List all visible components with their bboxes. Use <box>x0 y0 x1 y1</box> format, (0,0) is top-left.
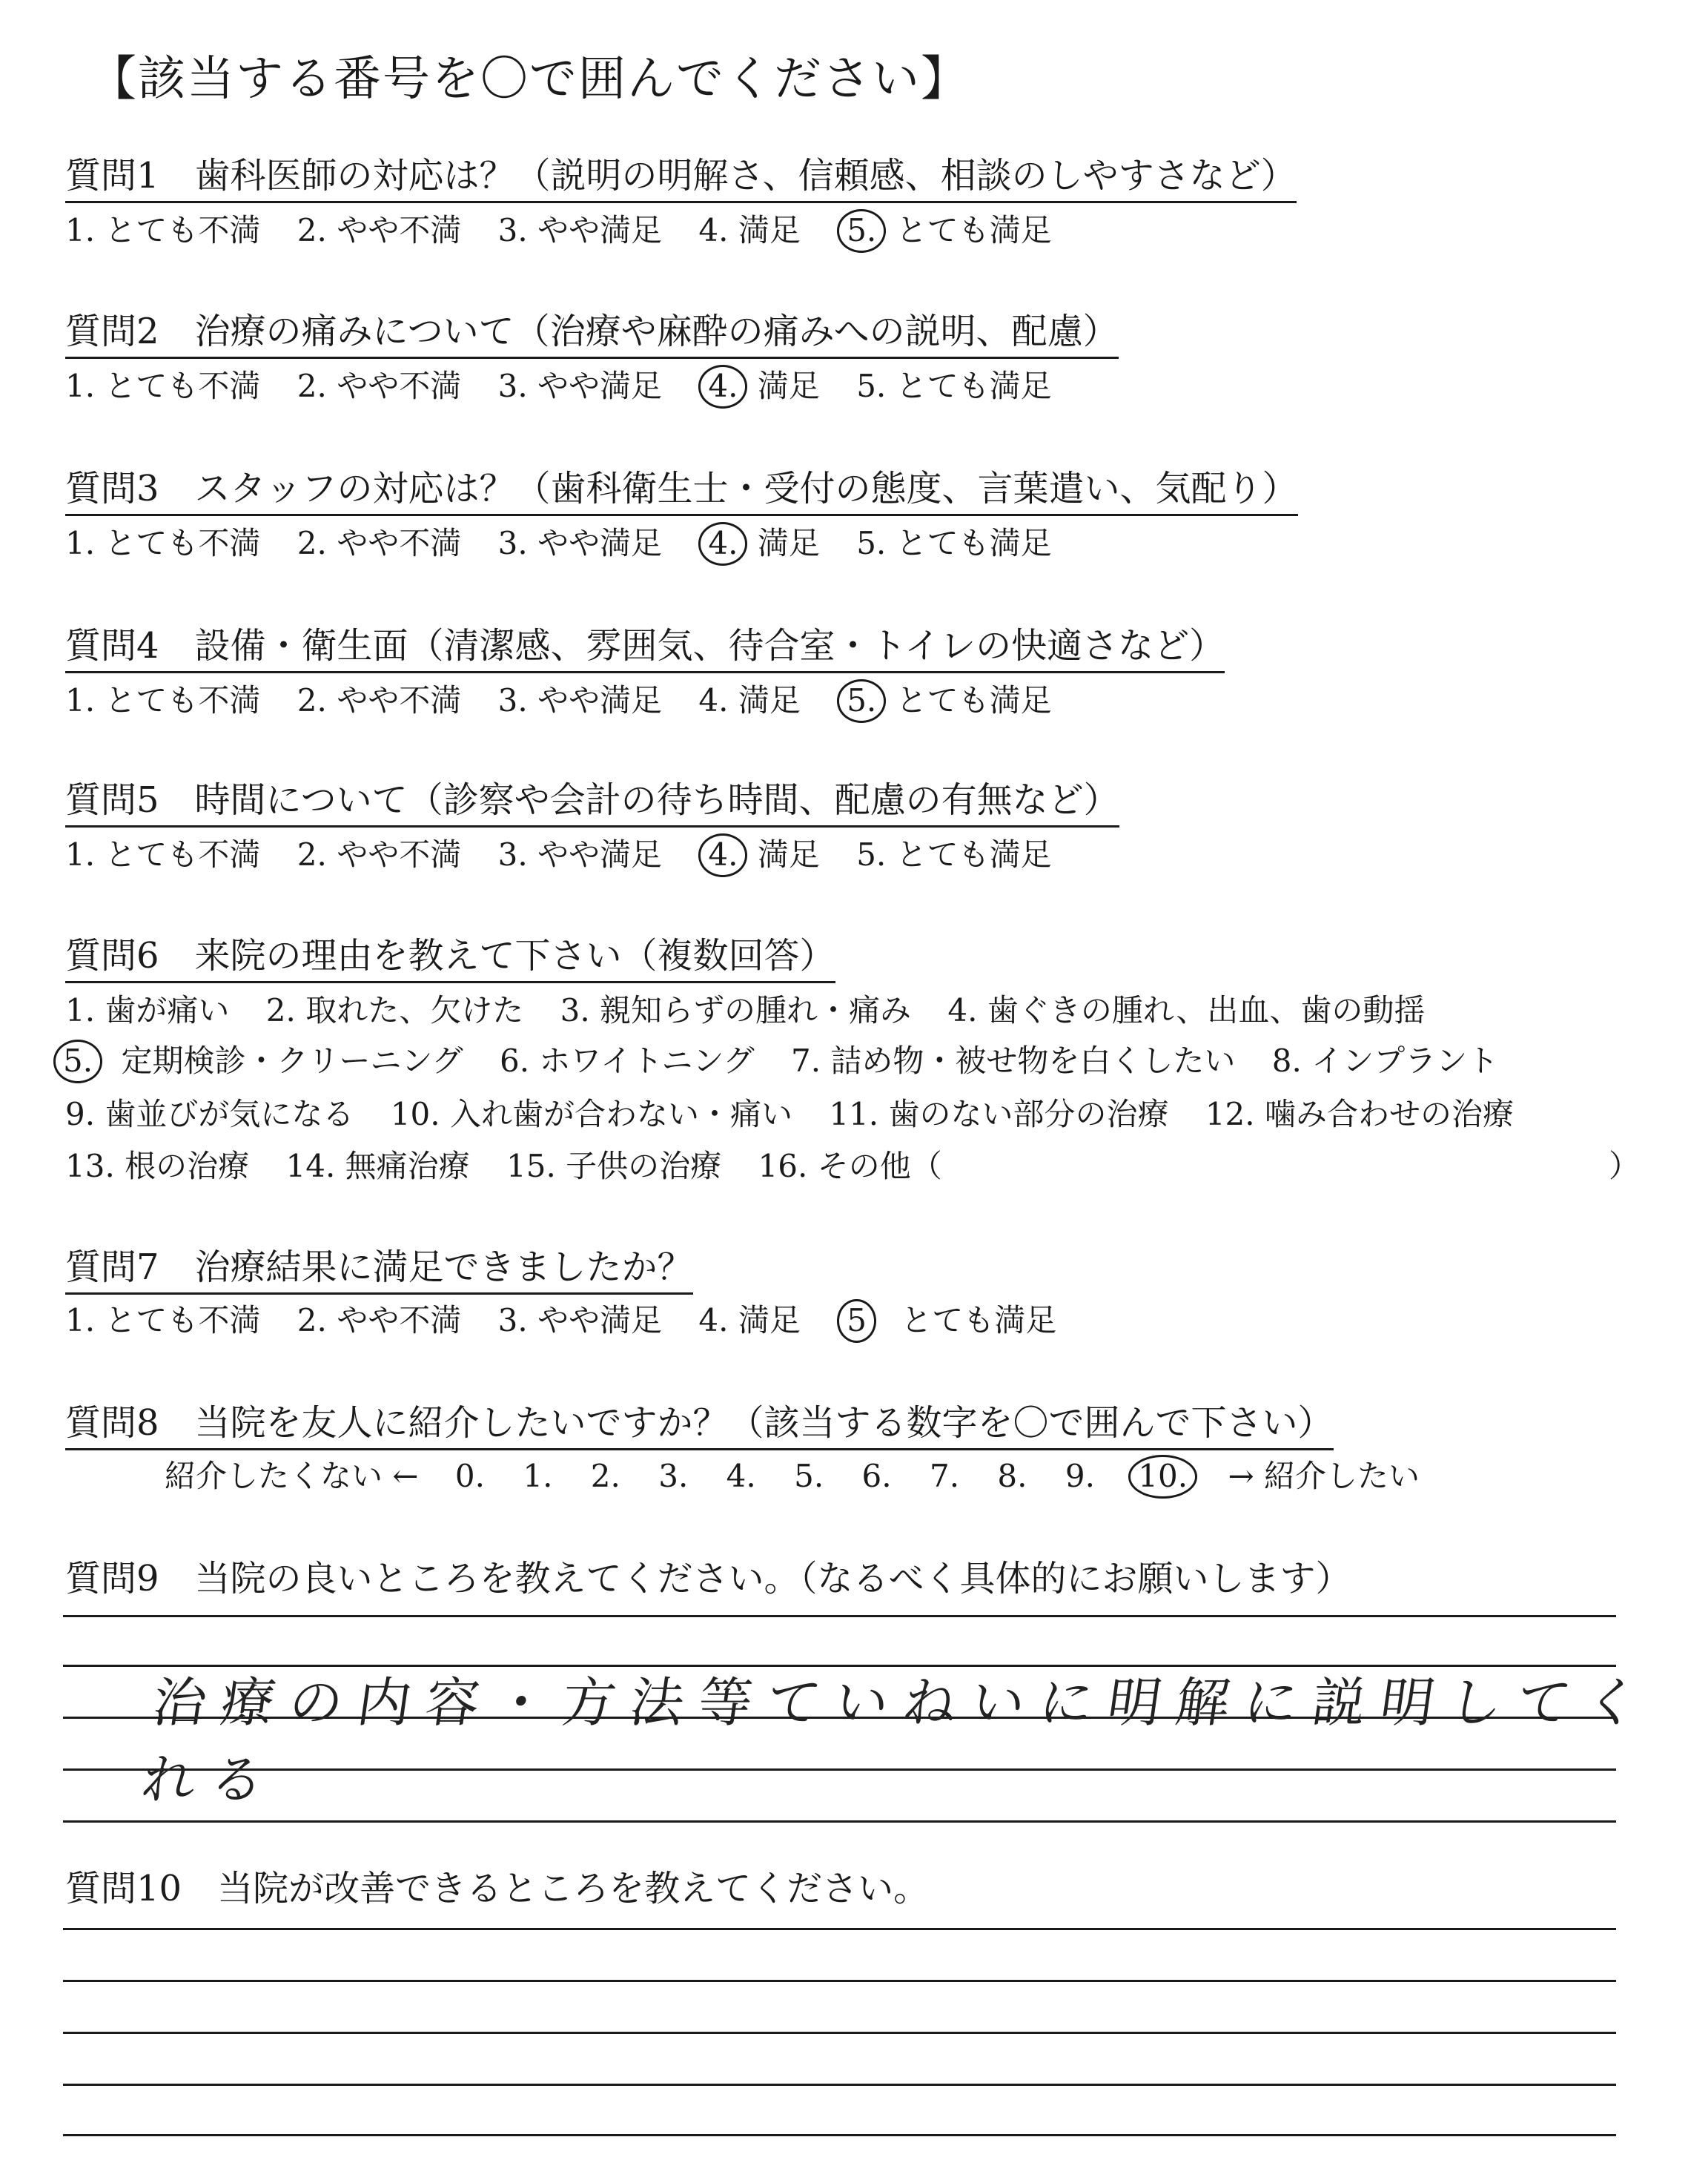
q8-circled-answer[interactable]: 10. <box>1128 1455 1197 1499</box>
q6-option-9[interactable]: 9. 歯並びが気になる <box>65 1096 354 1132</box>
question-4-options <box>65 676 1052 723</box>
q6-option-3[interactable]: 3. 親知らずの腫れ・痛み <box>560 992 912 1028</box>
q3-option-2[interactable]: 2. やや不満 <box>297 525 462 561</box>
q6-option-2[interactable]: 2. 取れた、欠けた <box>265 992 524 1028</box>
question-9-title: 質問9 当院の良いところを教えてください。（なるべく具体的にお願いします） <box>65 1558 1351 1599</box>
q1-option-5-label: とても満足 <box>896 212 1052 248</box>
q8-left-label: 紹介したくない ← <box>165 1458 419 1494</box>
q8-num-4[interactable]: 4. <box>726 1458 756 1494</box>
q6-option-10[interactable]: 10. 入れ歯が合わない・痛い <box>390 1096 792 1132</box>
q6-option-4[interactable]: 4. 歯ぐきの腫れ、出血、歯の動揺 <box>947 992 1426 1028</box>
q6-option-1[interactable]: 1. 歯が痛い <box>65 992 230 1028</box>
question-1-options <box>65 206 1052 253</box>
question-6-row-3 <box>65 1090 1514 1135</box>
q4-option-1[interactable]: 1. とても不満 <box>65 682 261 719</box>
question-3-title: 質問3 スタッフの対応は？（歯科衛生士・受付の態度、言葉遣い、気配り） <box>65 460 1298 516</box>
q5-circled-answer[interactable]: 4. <box>698 833 747 877</box>
q7-option-2[interactable]: 2. やや不満 <box>297 1302 462 1338</box>
question-6-row-1 <box>65 986 1425 1031</box>
q6-option-12[interactable]: 12. 噛み合わせの治療 <box>1205 1096 1514 1132</box>
q8-num-9[interactable]: 9. <box>1065 1458 1095 1494</box>
q3-option-5[interactable]: 5. とても満足 <box>856 525 1052 561</box>
q10-answer-line-4 <box>63 2084 1616 2086</box>
q10-answer-line-3 <box>63 2032 1616 2034</box>
q6-option-16[interactable]: 16. その他（ <box>758 1148 942 1184</box>
question-6-title: 質問6 来院の理由を教えて下さい（複数回答） <box>65 927 835 983</box>
question-10-title: 質問10 当院が改善できるところを教えてください。 <box>65 1868 930 1909</box>
q2-option-3[interactable]: 3. やや満足 <box>497 368 663 404</box>
q10-answer-line-2 <box>63 1980 1616 1982</box>
q4-option-3[interactable]: 3. やや満足 <box>497 682 663 719</box>
q2-circled-answer[interactable]: 4. <box>698 365 747 409</box>
q5-option-3[interactable]: 3. やや満足 <box>497 836 663 873</box>
q3-option-3[interactable]: 3. やや満足 <box>497 525 663 561</box>
q1-option-4[interactable]: 4. 満足 <box>698 212 801 248</box>
q6-option-7[interactable]: 7. 詰め物・被せ物を白くしたい <box>790 1043 1236 1079</box>
q10-answer-line-5 <box>63 2134 1616 2136</box>
question-2-options <box>65 362 1052 409</box>
q6-option-8[interactable]: 8. インプラント <box>1271 1043 1499 1079</box>
q7-option-4[interactable]: 4. 満足 <box>698 1302 801 1338</box>
q5-option-4-label: 満足 <box>757 836 820 873</box>
q8-num-7[interactable]: 7. <box>929 1458 960 1494</box>
q3-circled-answer[interactable]: 4. <box>698 522 747 566</box>
q1-option-2[interactable]: 2. やや不満 <box>297 212 462 248</box>
q6-other-close-paren: ） <box>1609 1148 1641 1184</box>
q2-option-5[interactable]: 5. とても満足 <box>856 368 1052 404</box>
q6-circled-answer[interactable]: 5. <box>53 1040 102 1083</box>
q4-option-4[interactable]: 4. 満足 <box>698 682 801 719</box>
q8-num-0[interactable]: 0. <box>454 1458 485 1494</box>
question-5-title: 質問5 時間について（診察や会計の待ち時間、配慮の有無など） <box>65 771 1119 828</box>
q10-answer-line-1 <box>63 1928 1616 1930</box>
q2-option-1[interactable]: 1. とても不満 <box>65 368 261 404</box>
q4-circled-answer[interactable]: 5. <box>837 679 886 723</box>
q3-option-1[interactable]: 1. とても不満 <box>65 525 261 561</box>
page-title: 【該当する番号を〇で囲んでください】 <box>89 52 970 107</box>
q8-num-2[interactable]: 2. <box>590 1458 620 1494</box>
question-8-title: 質問8 当院を友人に紹介したいですか？（該当する数字を〇で囲んで下さい） <box>65 1394 1334 1450</box>
q5-option-5[interactable]: 5. とても満足 <box>856 836 1052 873</box>
q4-option-2[interactable]: 2. やや不満 <box>297 682 462 719</box>
q6-option-6[interactable]: 6. ホワイトニング <box>499 1043 755 1079</box>
question-6-row-4 <box>65 1142 942 1186</box>
q5-option-1[interactable]: 1. とても不満 <box>65 836 261 873</box>
question-7-title: 質問7 治療結果に満足できましたか？ <box>65 1238 693 1295</box>
q7-circled-answer[interactable]: 5 <box>837 1299 876 1343</box>
q8-num-5[interactable]: 5. <box>794 1458 824 1494</box>
q5-option-2[interactable]: 2. やや不満 <box>297 836 462 873</box>
question-5-options <box>65 830 1052 877</box>
q8-num-6[interactable]: 6. <box>861 1458 892 1494</box>
q1-option-3[interactable]: 3. やや満足 <box>497 212 663 248</box>
q8-right-label: → 紹介したい <box>1228 1458 1420 1494</box>
question-3-options <box>65 519 1052 566</box>
question-1-title: 質問1 歯科医師の対応は？（説明の明解さ、信頼感、相談のしやすさなど） <box>65 147 1297 203</box>
q7-option-3[interactable]: 3. やや満足 <box>497 1302 663 1338</box>
question-7-options <box>65 1296 1056 1343</box>
q1-option-1[interactable]: 1. とても不満 <box>65 212 261 248</box>
q8-num-8[interactable]: 8. <box>997 1458 1027 1494</box>
q1-circled-answer[interactable]: 5. <box>837 209 886 253</box>
q9-answer-line-5 <box>63 1820 1616 1823</box>
q2-option-2[interactable]: 2. やや不満 <box>297 368 462 404</box>
q7-option-5-label: とても満足 <box>901 1302 1057 1338</box>
q4-option-5-label: とても満足 <box>896 682 1052 719</box>
q9-handwritten-answer[interactable]: 治療の内容・方法等ていねいに明解に説明してくれる <box>137 1671 1658 1811</box>
q8-num-3[interactable]: 3. <box>658 1458 689 1494</box>
q3-option-4-label: 満足 <box>757 525 820 561</box>
question-8-scale <box>165 1452 1420 1499</box>
q6-option-14[interactable]: 14. 無痛治療 <box>285 1148 470 1184</box>
q2-option-4-label: 満足 <box>757 368 820 404</box>
q6-option-15[interactable]: 15. 子供の治療 <box>506 1148 722 1184</box>
question-6-row-2 <box>53 1037 1498 1083</box>
q8-num-1[interactable]: 1. <box>523 1458 553 1494</box>
q6-option-13[interactable]: 13. 根の治療 <box>65 1148 250 1184</box>
q9-answer-line-1 <box>63 1615 1616 1617</box>
q7-option-1[interactable]: 1. とても不満 <box>65 1302 261 1338</box>
q6-option-5-label: 定期検診・クリーニング <box>121 1043 463 1079</box>
q6-option-11[interactable]: 11. 歯のない部分の治療 <box>829 1096 1169 1132</box>
question-4-title: 質問4 設備・衛生面（清潔感、雰囲気、待合室・トイレの快適さなど） <box>65 617 1225 673</box>
question-2-title: 質問2 治療の痛みについて（治療や麻酔の痛みへの説明、配慮） <box>65 303 1119 359</box>
